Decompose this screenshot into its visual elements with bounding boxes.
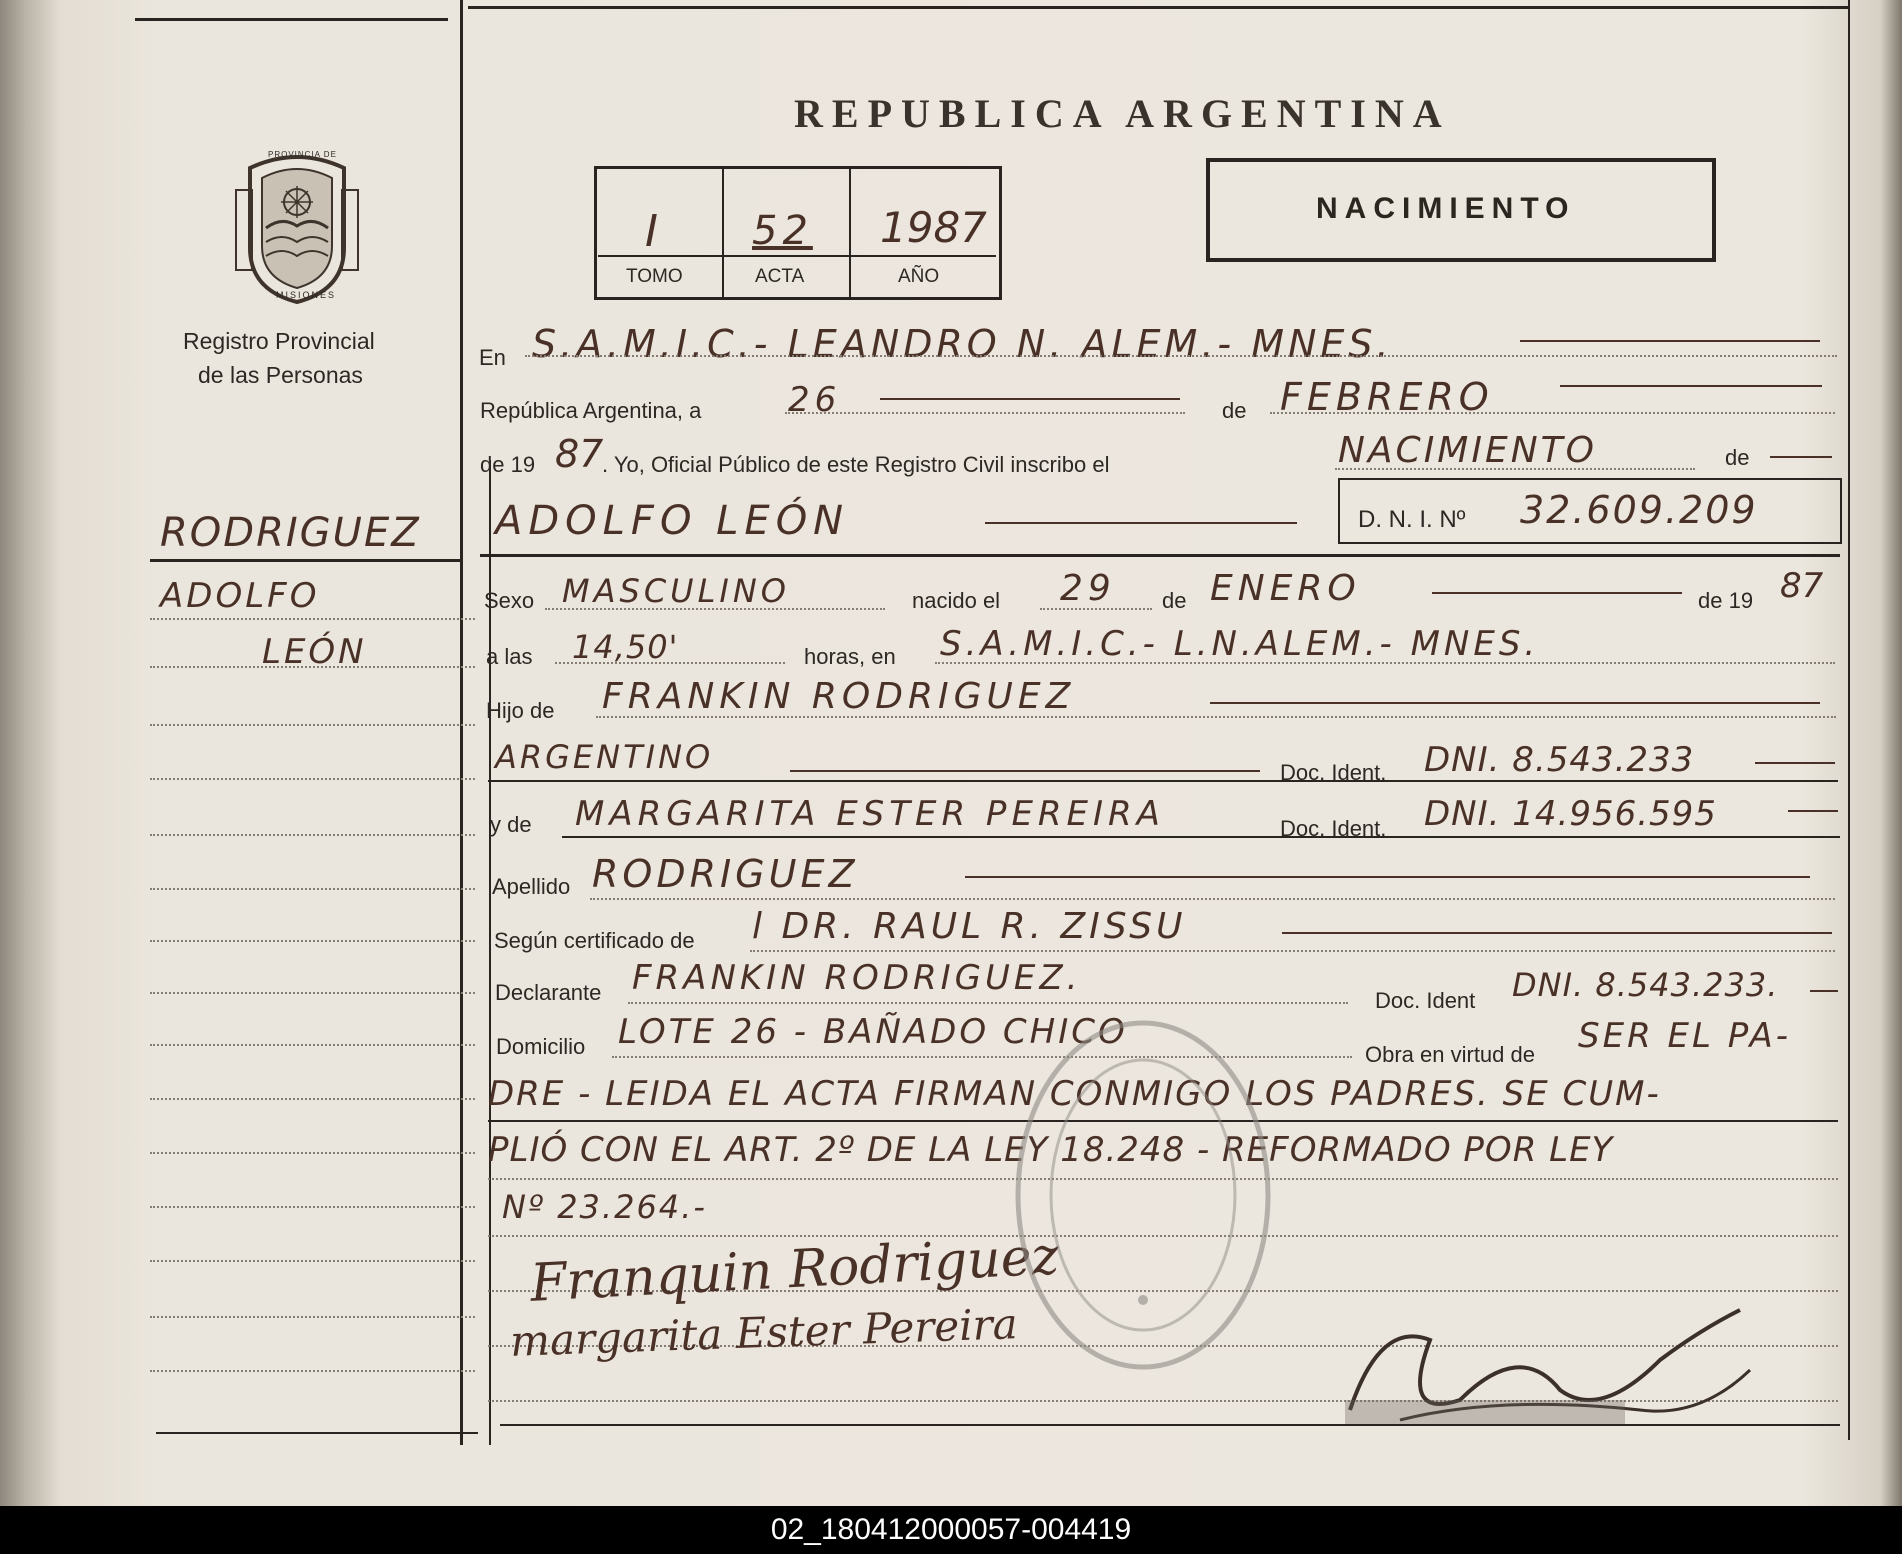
margin-ruled-line [150, 834, 475, 836]
father-nationality-value: ARGENTINO [495, 738, 714, 776]
father-doc-dash [1755, 762, 1835, 764]
registry-name-line2: de las Personas [198, 362, 363, 388]
birth-month-dash [1432, 592, 1682, 594]
dots-line6b [935, 662, 1835, 664]
margin-ruled-line [150, 1260, 475, 1262]
dots-line11 [750, 950, 1835, 952]
margin-ruled-line [150, 1098, 475, 1100]
acta-label: ACTA [755, 266, 805, 287]
place-value: S.A.M.I.C.- LEANDRO N. ALEM.- MNES. [532, 322, 1393, 366]
tomo-value: I [645, 206, 663, 257]
mother-rule [562, 836, 1840, 838]
declarante-doc-dash [1810, 990, 1838, 992]
margin-ruled-line [150, 992, 475, 994]
place-dash [1520, 340, 1820, 342]
birth-place-value: S.A.M.I.C.- L.N.ALEM.- MNES. [940, 624, 1540, 664]
declarante-label: Declarante [495, 980, 602, 1005]
margin-ruled-line [150, 940, 475, 942]
dots-line12 [628, 1002, 1348, 1004]
province-seal-icon [230, 150, 365, 305]
day-dash [880, 398, 1180, 400]
margin-ruled-line [150, 1152, 475, 1154]
acta-value: 52 [752, 208, 813, 254]
certificate-dash [1282, 932, 1832, 934]
margin-ruled-line [150, 1316, 475, 1318]
act-type-title: NACIMIENTO [1316, 192, 1576, 225]
de-label-3: de [1162, 588, 1187, 613]
domicilio-label: Domicilio [496, 1034, 586, 1059]
tomo-label: TOMO [626, 266, 683, 287]
father-name-value: FRANKIN RODRIGUEZ [602, 676, 1076, 717]
ano-value: 1987 [880, 203, 987, 252]
domicilio-value: LOTE 26 - BAÑADO CHICO [618, 1012, 1128, 1052]
hijo-label: Hijo de [486, 698, 555, 723]
dots-line2a [785, 412, 1185, 414]
apellido-label: Apellido [492, 874, 571, 899]
father-rule [488, 780, 1838, 782]
margin-ruled-line [150, 1206, 475, 1208]
record-divider-1 [722, 166, 724, 297]
margin-surname: RODRIGUEZ [160, 510, 421, 556]
margin-ruled-line [150, 778, 475, 780]
dots-line10 [590, 898, 1835, 900]
birth-day-value: 29 [1060, 568, 1116, 609]
dots-line7 [596, 716, 1836, 718]
margin-ruled-line [150, 666, 475, 668]
day-value: 26 [788, 380, 842, 420]
dni-value: 32.609.209 [1520, 488, 1758, 532]
dots-line3 [1335, 468, 1695, 470]
birth-month-value: ENERO [1210, 568, 1361, 609]
year-prefix-label: de 19 [480, 452, 536, 477]
de-label-2: de [1725, 445, 1750, 470]
doc-ident-label-3: Doc. Ident [1375, 988, 1476, 1013]
record-divider-2 [849, 166, 851, 297]
registry-name-line1: Registro Provincial [183, 328, 375, 354]
nationality-dash [790, 770, 1260, 772]
child-name-value: ADOLFO LEÓN [495, 498, 850, 544]
de-dash [1770, 456, 1832, 458]
margin-ruled-line [150, 1370, 475, 1372]
notes-line3: Nº 23.264.- [502, 1188, 707, 1226]
dots-line5b [1040, 608, 1152, 610]
yo-text: . Yo, Oficial Público de este Registro Civil inscribo el [602, 452, 1110, 477]
doc-ident-label-1: Doc. Ident. [1280, 760, 1387, 785]
doc-ident-label-2: Doc. Ident. [1280, 816, 1387, 841]
ano-label: AÑO [898, 266, 940, 287]
signature-father: Franquin Rodriguez [528, 1226, 1061, 1314]
obra-value: SER EL PA- [1578, 1016, 1792, 1056]
document-title: REPUBLICA ARGENTINA [794, 91, 1451, 136]
dots-line2b [1270, 412, 1835, 414]
column-divider [460, 0, 463, 1445]
declarante-value: FRANKIN RODRIGUEZ. [632, 958, 1082, 998]
de-label-1: de [1222, 398, 1247, 423]
margin-underline [150, 559, 462, 562]
obra-label: Obra en virtud de [1365, 1042, 1535, 1067]
top-rule-right [468, 6, 1848, 9]
declarante-doc-value: DNI. 8.543.233. [1512, 966, 1779, 1004]
birth-time-value: 14,50' [572, 628, 679, 666]
seal-text-top: PROVINCIA DE [268, 150, 337, 159]
month-dash [1560, 385, 1822, 387]
republica-label: República Argentina, a [480, 398, 702, 423]
month-value: FEBRERO [1280, 375, 1494, 419]
apellido-dash [965, 876, 1810, 878]
act-registered-value: NACIMIENTO [1338, 430, 1597, 471]
margin-given-line1: ADOLFO [160, 576, 320, 616]
margin-ruled-line [150, 888, 475, 890]
margin-bottom-rule [156, 1432, 478, 1434]
en-label: En [479, 345, 506, 370]
image-id-caption: 02_180412000057-004419 [0, 1506, 1902, 1554]
year-suffix: 87 [555, 432, 604, 476]
dots-line1 [525, 355, 1837, 357]
dots-line5a [545, 608, 885, 610]
horas-label: horas, en [804, 644, 896, 669]
child-name-rule [480, 554, 1840, 557]
mother-doc-dash [1788, 810, 1838, 812]
father-doc-value: DNI. 8.543.233 [1424, 740, 1695, 780]
nacido-label: nacido el [912, 588, 1001, 613]
mother-doc-value: DNI. 14.956.595 [1424, 794, 1717, 834]
seal-text-bottom: MISIONES [276, 290, 337, 300]
birth-year-suffix: 87 [1780, 566, 1824, 606]
margin-ruled-line [150, 724, 475, 726]
margin-ruled-line [150, 618, 475, 620]
mother-name-value: MARGARITA ESTER PEREIRA [575, 794, 1165, 834]
sexo-value: MASCULINO [562, 572, 790, 610]
official-stamp-icon [1008, 1010, 1278, 1380]
birth-year-prefix: de 19 [1698, 588, 1754, 613]
certificate-by-value: l DR. RAUL R. ZISSU [752, 906, 1187, 947]
officer-signature-icon [1340, 1300, 1760, 1450]
dots-line6a [555, 662, 785, 664]
margin-given-line2: LEÓN [262, 632, 367, 672]
notes-line1: DRE - LEIDA EL ACTA FIRMAN CONMIGO LOS PADRES. SE CUM- [488, 1074, 1661, 1114]
signature-mother: margarita Ester Pereira [509, 1299, 1019, 1366]
notes-line2: PLIÓ CON EL ART. 2º DE LA LEY 18.248 - REFORMADO POR LEY [488, 1130, 1614, 1170]
sexo-label: Sexo [484, 588, 535, 613]
yde-label: y de [490, 812, 532, 837]
segun-label: Según certificado de [494, 928, 695, 953]
right-border [1848, 0, 1850, 1440]
dni-label: D. N. I. Nº [1358, 506, 1466, 533]
father-name-dash [1210, 702, 1820, 704]
apellido-value: RODRIGUEZ [592, 852, 859, 896]
margin-ruled-line [150, 1044, 475, 1046]
alas-label: a las [486, 644, 533, 669]
child-name-dash [985, 522, 1297, 524]
top-rule-left [135, 18, 448, 21]
